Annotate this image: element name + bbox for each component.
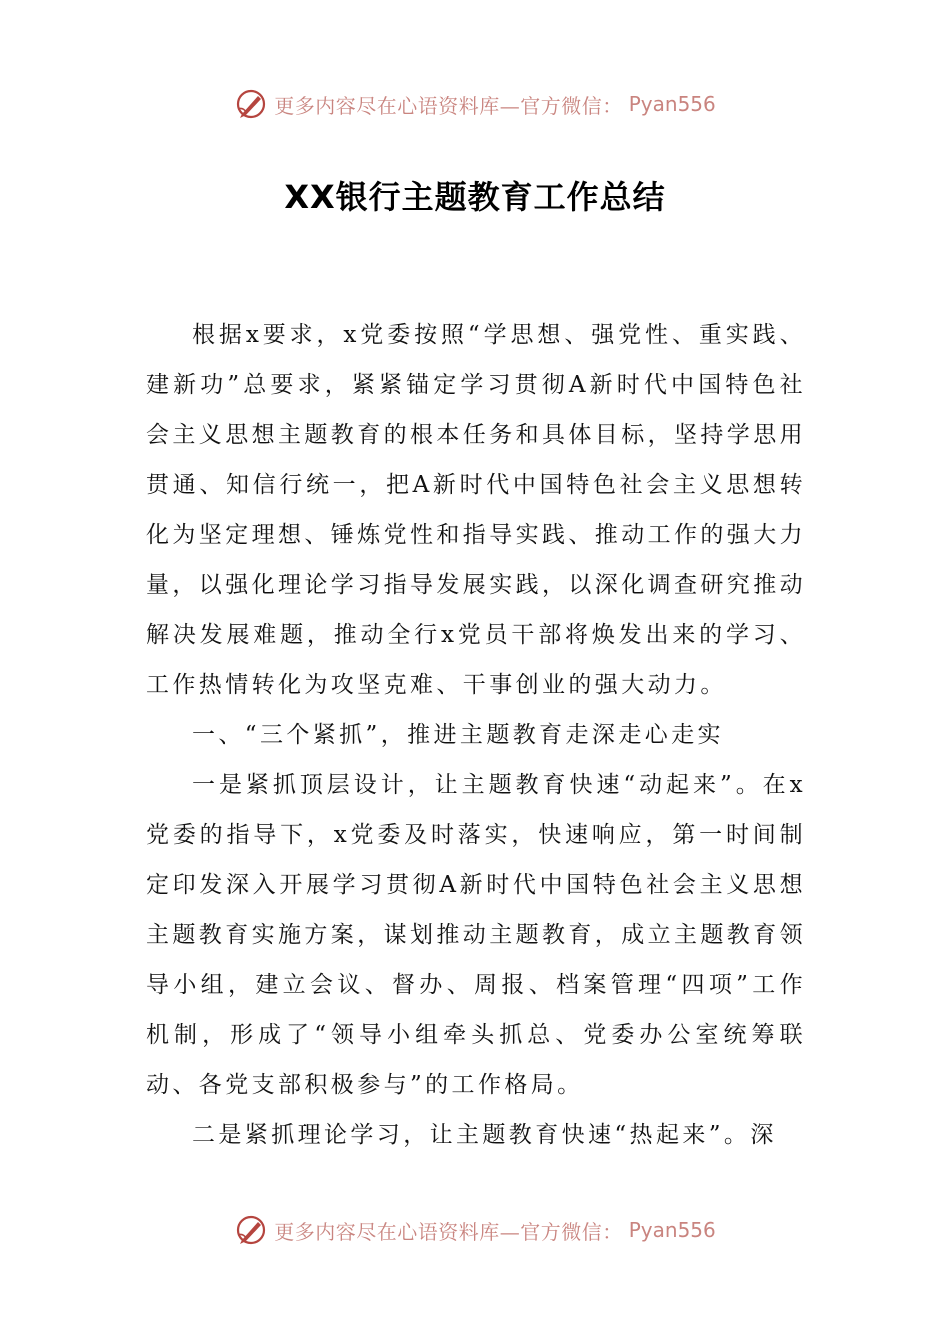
- banner-wechat-id: Pyan556: [628, 1218, 716, 1242]
- banner-text: 更多内容尽在心语资料库—官方微信：: [274, 1219, 623, 1244]
- pen-circle-logo-icon: [234, 87, 268, 121]
- paragraph: 一是紧抓顶层设计，让主题教育快速“动起来”。在x党委的指导下，x党委及时落实，快速响应，第一时间制定印发深入开展学习贯彻A新时代中国特色社会主义思想主题教育实施方案，谋划推动主题教育，成立主题教育领导小组，建立会议、督办、周报、档案管理“四项”工作机制，形成了“领导小组牵头抓总、党委办公室统筹联动、各党支部积极参与”的工作格局。: [146, 772, 806, 1098]
- header-banner: [0, 84, 950, 124]
- document-title: XX银行主题教育工作总结: [284, 178, 666, 216]
- footer-banner: [0, 1210, 950, 1250]
- paragraph: 二是紧抓理论学习，让主题教育快速“热起来”。深: [192, 1122, 777, 1148]
- document-body: [146, 310, 806, 1160]
- pen-circle-logo-icon: [234, 1213, 268, 1247]
- section-heading: 一、“三个紧抓”，推进主题教育走深走心走实: [192, 722, 724, 748]
- paragraph: 根据x要求，x党委按照“学思想、强党性、重实践、建新功”总要求，紧紧锚定学习贯彻A新时代中国特色社会主义思想主题教育的根本任务和具体目标，坚持学思用贯通、知信行统一，把A新时代中国特色社会主义思想转化为坚定理想、锤炼党性和指导实践、推动工作的强大力量，以强化理论学习指导发展实践，以深化调查研究推动解决发展难题，推动全行x党员干部将焕发出来的学习、工作热情转化为攻坚克难、干事创业的强大动力。: [146, 322, 806, 698]
- banner-wechat-id: Pyan556: [628, 92, 716, 116]
- banner-text: 更多内容尽在心语资料库—官方微信：: [274, 93, 623, 118]
